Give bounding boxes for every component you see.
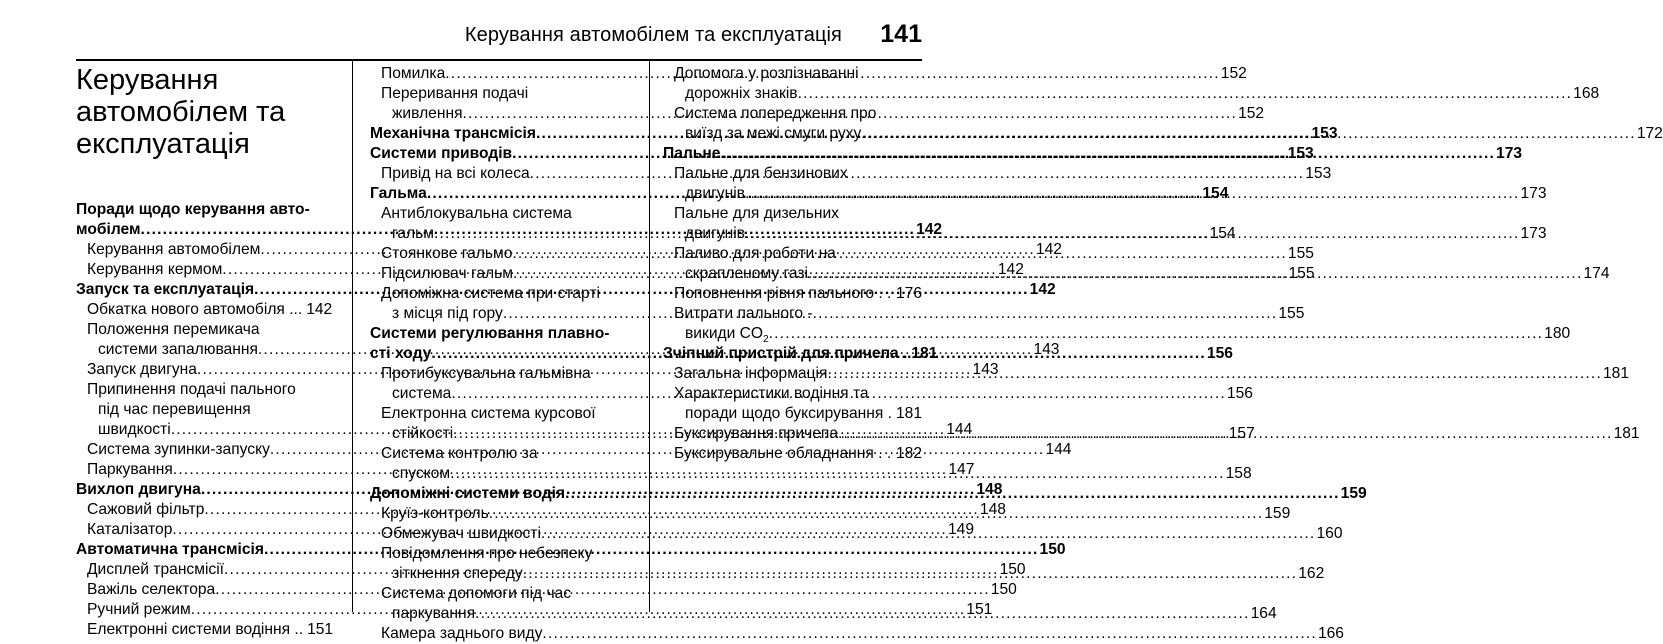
toc-page-number: 155 (1287, 245, 1314, 262)
toc-entry-text: Механічна трансмісія (370, 125, 536, 142)
toc-entry[interactable] (76, 300, 333, 320)
toc-page-number: 150 (999, 561, 1026, 578)
toc-page-number: 148 (979, 501, 1006, 518)
toc-page-number: 173 (1520, 225, 1547, 242)
toc-entry-text: Автоматична трансмісія (76, 541, 264, 558)
toc-entry-text: Ручний режим (87, 601, 191, 618)
toc-entry-text: двигунів (685, 185, 745, 202)
toc-entry-text: Система зупинки-запуску (87, 441, 270, 458)
leader-dots (489, 504, 1264, 524)
toc-entry[interactable] (663, 284, 922, 304)
chapter-title-line: автомобілем та (76, 96, 286, 128)
toc-entry-text: під час перевищення (98, 401, 251, 418)
toc-entry-text: двигунів (685, 225, 745, 242)
toc-entry-text: дорожніх знаків (685, 85, 798, 102)
toc-entry-line (370, 84, 632, 104)
toc-entry-text: виїзд за межі смуги руху (685, 125, 862, 142)
toc-entry-line (663, 64, 922, 84)
toc-entry-text: сті ходу (370, 345, 432, 362)
toc-page-number: 172 (1636, 125, 1663, 142)
toc-entry-text: Поради щодо керування авто- (76, 201, 310, 218)
toc-entry-text: Електронні системи водіння .. (87, 621, 304, 638)
toc-entry-text: швидкості (98, 421, 171, 438)
toc-page-number: 142 (1029, 281, 1056, 298)
toc-entry-text: Протибуксувальна гальмівна (381, 365, 591, 382)
toc-page-number: 173 (1520, 185, 1547, 202)
toc-entry-text: Електронна система курсової (381, 405, 596, 422)
toc-page-number: 154 (1202, 185, 1229, 202)
toc-entry-text: Сажовий фільтр (87, 501, 205, 518)
toc-entry-text: Характеристики водіння та (674, 385, 869, 402)
running-header-title: Керування автомобілем та експлуатація (464, 24, 842, 46)
toc-entry-text: Паливо для роботи на (674, 245, 836, 262)
toc-entry-text: Запуск та експлуатація (76, 281, 255, 298)
toc-entry-text: Каталізатор (87, 521, 173, 538)
toc-entry-line (370, 284, 632, 304)
toc-page-number: 182 (895, 445, 922, 462)
toc-entry-text: Пальне для дизельних (674, 205, 839, 222)
leader-dots (827, 364, 1602, 384)
toc-entry[interactable] (663, 344, 938, 364)
leader-dots (475, 604, 1250, 624)
toc-page-number: 176 (895, 285, 922, 302)
page-number: 141 (880, 20, 922, 48)
toc-entry-text: система (392, 385, 452, 402)
toc-entry-text: Допомога у розпізнаванні (674, 65, 859, 82)
toc-page-number: 142 (997, 261, 1024, 278)
toc-page-number: 153 (1311, 125, 1338, 142)
chapter-title-line: експлуатація (76, 128, 250, 160)
toc-entry[interactable] (663, 84, 1600, 104)
toc-entry-text: Зчіпний пристрій для причепа . (663, 345, 908, 362)
chapter-title-line: Керування (76, 64, 219, 96)
toc-page-number: 142 (916, 221, 943, 238)
toc-entry-text: Буксирувальне обладнання . . (674, 445, 892, 462)
toc-page-number: 159 (1264, 505, 1291, 522)
leader-dots (745, 224, 1520, 244)
toc-entry-text: Положення перемикача (87, 321, 260, 338)
toc-entry-text: Круїз-контроль (381, 505, 489, 522)
toc-entry-text: Поповнення рівня пального . . (674, 285, 892, 302)
toc-entry-text: зіткнення спереду (392, 565, 523, 582)
toc-entry-text: Система допомоги під час (381, 585, 572, 602)
toc-page-number: 157 (1228, 425, 1255, 442)
toc-entry-text: Вихлоп двигуна (76, 481, 201, 498)
toc-entry-text: Системи регулювання плавно- (370, 325, 610, 342)
toc-entry-line (663, 164, 922, 184)
leader-dots (720, 144, 1495, 164)
toc-page-number: 155 (1278, 305, 1305, 322)
toc-entry-line (76, 400, 329, 420)
toc-entry-text: Переривання подачі (381, 85, 529, 102)
subscript: 2 (763, 334, 769, 345)
toc-entry-text: Повідомлення про небезпеку (381, 545, 593, 562)
toc-entry-text: Обкатка нового автомобіля ... (87, 301, 303, 318)
toc-entry-text: Буксирування причепа (674, 425, 839, 442)
toc-page-number: 181 (1602, 365, 1630, 382)
toc-entry-text: Помилка (381, 65, 446, 82)
toc-page-number: 143 (1033, 341, 1060, 358)
toc-entry[interactable] (76, 620, 334, 640)
toc-page-number: 150 (990, 581, 1017, 598)
toc-entry-text: стійкості (392, 425, 454, 442)
leader-dots (450, 464, 1225, 484)
toc-entry-text: Обмежувач швидкості (381, 525, 541, 542)
toc-entry-line (663, 384, 922, 404)
leader-dots (542, 624, 1317, 644)
toc-entry-text: Допоміжні системи водія (370, 485, 566, 502)
toc-entry-line (370, 404, 632, 424)
toc-entry-text: Антиблокувальна система (381, 205, 572, 222)
toc-entry-text: Витрати пального - (674, 305, 813, 322)
toc-page-number: 151 (307, 621, 334, 638)
toc-page-number: 152 (1238, 105, 1265, 122)
toc-entry-text: Стоянкове гальмо (381, 245, 513, 262)
toc-entry-text: з місця під гору (392, 305, 503, 322)
leader-dots (745, 184, 1520, 204)
toc-page-number: 153 (1287, 145, 1314, 162)
header-rule (76, 59, 922, 61)
toc-page-number: 142 (1035, 241, 1062, 258)
toc-page-number: 181 (1613, 425, 1640, 442)
leader-dots (798, 84, 1573, 104)
toc-page-number: 158 (1225, 465, 1252, 482)
toc-entry-line (663, 104, 922, 124)
toc-page-number: 181 (911, 345, 938, 362)
toc-entry-text: живлення (392, 105, 463, 122)
toc-page-number: 150 (1039, 541, 1066, 558)
leader-dots (541, 524, 1316, 544)
toc-page-number: 156 (1206, 345, 1233, 362)
toc-entry-text: Паркування (87, 461, 173, 478)
leader-dots (565, 484, 1340, 504)
toc-entry-text: Пальне для бензинових (674, 165, 848, 182)
toc-page-number: 152 (1220, 65, 1247, 82)
toc-entry-text: Системи приводів (370, 145, 513, 162)
toc-entry-text: викиди $CO_2$ (685, 325, 769, 345)
toc-entry-text: Система попередження про (674, 105, 877, 122)
toc-page-number: 151 (966, 601, 993, 618)
toc-page-number: 174 (1583, 265, 1610, 282)
toc-entry-line (76, 320, 329, 340)
toc-entry-line (370, 204, 632, 224)
toc-entry-text: Система контролю за (381, 445, 538, 462)
toc-page-number: 148 (976, 481, 1003, 498)
toc-entry-text: Пальне (663, 145, 721, 162)
toc-page-number: 155 (1288, 265, 1315, 282)
toc-entry-text: мобілем (76, 221, 141, 238)
toc-entry-line (76, 200, 329, 220)
toc-page-number: 181 (896, 405, 923, 422)
leader-dots (769, 324, 1544, 344)
toc-page-number: 144 (1045, 441, 1072, 458)
toc-entry-text: системи запалювання (98, 341, 258, 358)
leader-dots (838, 424, 1613, 444)
toc-page-number: 180 (1544, 325, 1571, 342)
toc-entry-text: Гальма (370, 185, 427, 202)
leader-dots (523, 564, 1298, 584)
toc-page-number: 166 (1317, 625, 1344, 642)
toc-page-number: 159 (1340, 485, 1367, 502)
toc-entry-line (663, 304, 922, 324)
toc-entry-text: гальм (392, 225, 434, 242)
toc-page-number: 173 (1496, 145, 1523, 162)
toc-page-number: 154 (1209, 225, 1236, 242)
toc-entry-text: Важіль селектора (87, 581, 216, 598)
toc-entry-text: поради щодо буксирування . (685, 405, 892, 422)
toc-entry-line (76, 380, 329, 400)
leader-dots (808, 264, 1583, 284)
page-header (0, 0, 960, 60)
toc-entry[interactable] (370, 624, 1344, 644)
toc-page-number: 143 (972, 361, 999, 378)
toc-entry-text: паркування (392, 605, 476, 622)
toc-entry-text: Камера заднього виду (381, 625, 543, 642)
toc-entry-text: Загальна інформація (674, 365, 828, 382)
toc-page-number: 168 (1573, 85, 1600, 102)
toc-entry-text: скрапленому газі (685, 265, 808, 282)
leader-dots (861, 124, 1636, 144)
toc-entry-text: Дисплей трансмісії (87, 561, 225, 578)
toc-entry[interactable] (663, 324, 1571, 345)
toc-page-number: 153 (1305, 165, 1332, 182)
toc-entry-text: Підсилювач гальм (381, 265, 513, 282)
toc-page-number: 147 (948, 461, 975, 478)
toc-page-number: 160 (1316, 525, 1343, 542)
toc-entry-text: Привід на всі колеса (381, 165, 530, 182)
toc-entry-text: спуском (392, 465, 451, 482)
toc-entry-line (663, 204, 922, 224)
toc-page-number: 144 (946, 421, 973, 438)
toc-entry-line (663, 244, 922, 264)
toc-entry-text: Керування кермом (87, 261, 223, 278)
toc-entry-text: Припинення подачі пального (87, 381, 296, 398)
toc-page-number: 142 (306, 301, 333, 318)
toc-entry-text: Допоміжна система при старті (381, 285, 600, 302)
toc-page-number: 156 (1226, 385, 1253, 402)
toc-entry-text: Керування автомобілем (87, 241, 261, 258)
toc-entry-line (370, 544, 632, 564)
toc-entry-line (370, 364, 632, 384)
toc-entry[interactable] (663, 404, 922, 424)
toc-page-number: 164 (1250, 605, 1277, 622)
toc-entry-line (370, 584, 632, 604)
toc-entry-text: Запуск двигуна (87, 361, 197, 378)
chapter-title (76, 64, 356, 160)
toc-page-number: 162 (1298, 565, 1325, 582)
toc-page-number: 149 (947, 521, 974, 538)
toc-entry[interactable] (663, 444, 922, 464)
toc-entry-line (370, 324, 632, 344)
toc-entry-line (370, 444, 632, 464)
